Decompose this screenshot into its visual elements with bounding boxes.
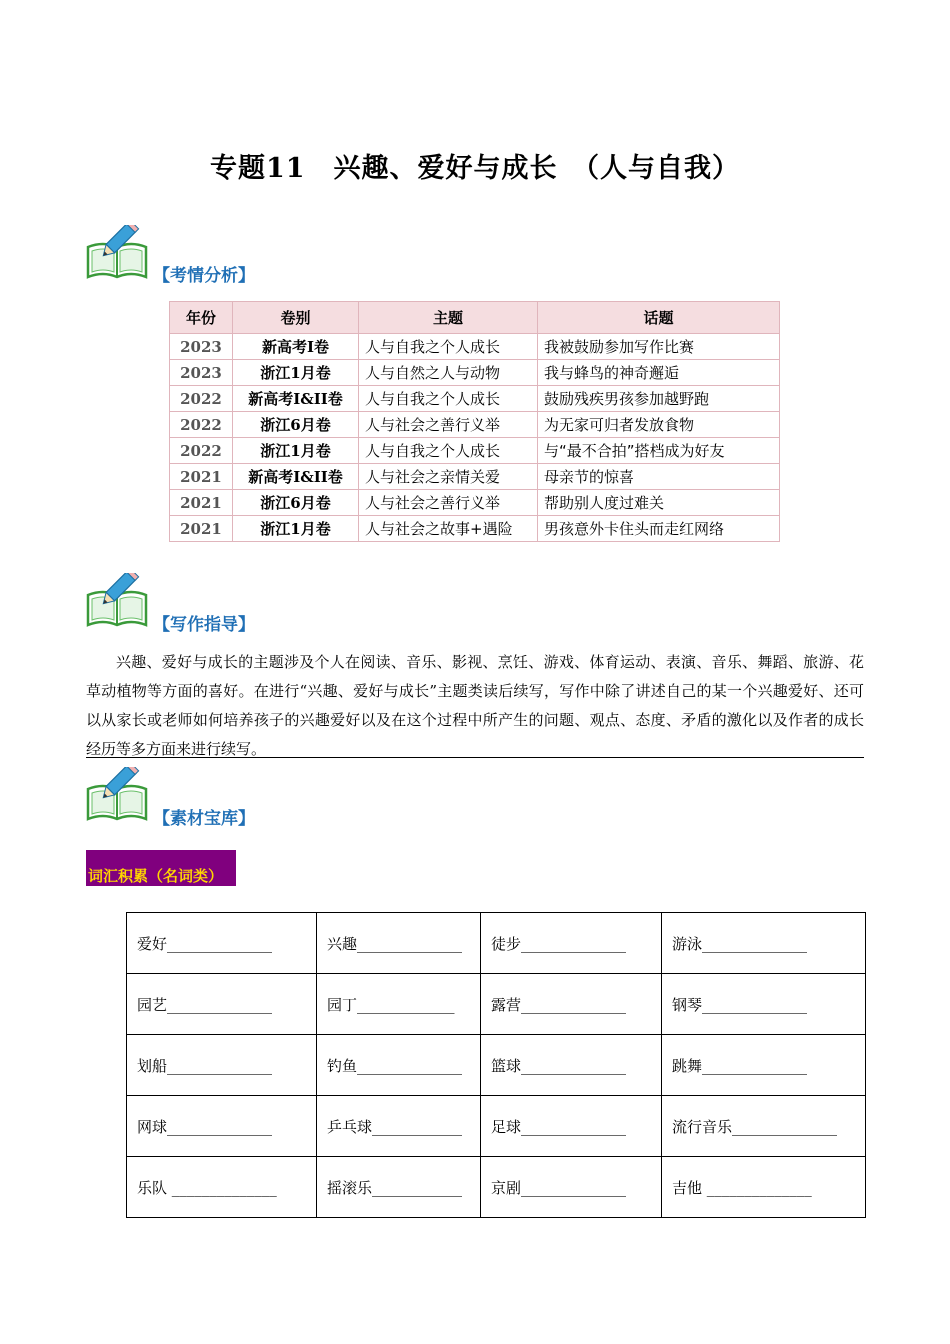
column-header-paper: 卷别: [233, 302, 359, 334]
cell-theme: 人与社会之亲情关爱: [359, 464, 538, 490]
table-row: [127, 1035, 866, 1096]
vocab-cell: 兴趣______________: [317, 913, 481, 974]
cell-year: 2023: [170, 360, 233, 386]
vocab-table: [126, 912, 866, 1218]
cell-paper: 浙江6月卷: [233, 412, 359, 438]
table-row: [127, 1157, 866, 1218]
table-row: [170, 464, 780, 490]
vocab-cell: 划船______________: [127, 1035, 317, 1096]
cell-topic: 鼓励残疾男孩参加越野跑: [538, 386, 780, 412]
cell-paper: 新高考I卷: [233, 334, 359, 360]
vocab-cell: 跳舞______________: [662, 1035, 866, 1096]
vocab-cell: 露营______________: [481, 974, 662, 1035]
cell-theme: 人与自我之个人成长: [359, 438, 538, 464]
cell-paper: 浙江1月卷: [233, 516, 359, 542]
cell-year: 2022: [170, 412, 233, 438]
cell-topic: 我被鼓励参加写作比赛: [538, 334, 780, 360]
cell-paper: 新高考I&II卷: [233, 464, 359, 490]
cell-theme: 人与自我之个人成长: [359, 386, 538, 412]
vocab-cell: 乐队 ______________: [127, 1157, 317, 1218]
cell-theme: 人与自我之个人成长: [359, 334, 538, 360]
vocab-cell: 足球______________: [481, 1096, 662, 1157]
section-heading-guide: 【写作指导】: [153, 615, 255, 635]
column-header-theme: 主题: [359, 302, 538, 334]
cell-paper: 浙江1月卷: [233, 360, 359, 386]
vocab-cell: 流行音乐______________: [662, 1096, 866, 1157]
table-row: [127, 913, 866, 974]
cell-theme: 人与社会之故事+遇险: [359, 516, 538, 542]
cell-topic: 与“最不合拍”搭档成为好友: [538, 438, 780, 464]
table-header-row: [170, 302, 780, 334]
divider: [86, 757, 864, 758]
vocab-cell: 钓鱼______________: [317, 1035, 481, 1096]
vocab-cell: 园丁_____________: [317, 974, 481, 1035]
vocab-cell: 篮球______________: [481, 1035, 662, 1096]
writing-guide-paragraph: 兴趣、爱好与成长的主题涉及个人在阅读、音乐、影视、烹饪、游戏、体育运动、表演、音乐、舞蹈、旅游、花草动植物等方面的喜好。在进行“兴趣、爱好与成长”主题类读后续写，写作中除了讲述自己的某一个兴趣爱好、还可以从家长或老师如何培养孩子的兴趣爱好以及在这个过程中所产生的问题、观点、态度、矛盾的激化以及作者的成长经历等多方面来进行续写。: [86, 653, 864, 758]
vocab-cell: 吉他 ______________: [662, 1157, 866, 1218]
vocab-cell: 京剧______________: [481, 1157, 662, 1218]
column-header-topic: 话题: [538, 302, 780, 334]
table-row: [127, 974, 866, 1035]
book-pencil-icon: [86, 225, 150, 283]
section-heading-analysis: 【考情分析】: [153, 266, 255, 286]
cell-year: 2023: [170, 334, 233, 360]
table-row: [170, 412, 780, 438]
table-row: [170, 490, 780, 516]
book-pencil-icon: [86, 573, 150, 631]
vocab-cell: 园艺______________: [127, 974, 317, 1035]
cell-theme: 人与社会之善行义举: [359, 412, 538, 438]
vocab-category-label: 词汇积累（名词类）: [86, 850, 236, 886]
cell-year: 2021: [170, 516, 233, 542]
cell-paper: 浙江6月卷: [233, 490, 359, 516]
cell-topic: 我与蜂鸟的神奇邂逅: [538, 360, 780, 386]
table-row: [170, 334, 780, 360]
cell-topic: 帮助别人度过难关: [538, 490, 780, 516]
cell-theme: 人与自然之人与动物: [359, 360, 538, 386]
cell-year: 2021: [170, 464, 233, 490]
cell-topic: 母亲节的惊喜: [538, 464, 780, 490]
table-row: [170, 438, 780, 464]
cell-year: 2022: [170, 438, 233, 464]
vocab-cell: 摇滚乐____________: [317, 1157, 481, 1218]
vocab-cell: 爱好______________: [127, 913, 317, 974]
section-heading-materials: 【素材宝库】: [153, 809, 255, 829]
cell-topic: 男孩意外卡住头而走红网络: [538, 516, 780, 542]
page-title: 专题11 兴趣、爱好与成长 （人与自我）: [209, 153, 741, 184]
cell-paper: 新高考I&II卷: [233, 386, 359, 412]
vocab-cell: 钢琴______________: [662, 974, 866, 1035]
vocab-cell: 乒乓球____________: [317, 1096, 481, 1157]
table-row: [170, 360, 780, 386]
cell-topic: 为无家可归者发放食物: [538, 412, 780, 438]
vocab-cell: 游泳______________: [662, 913, 866, 974]
exam-analysis-table: [169, 301, 780, 542]
table-row: [170, 516, 780, 542]
cell-paper: 浙江1月卷: [233, 438, 359, 464]
table-row: [170, 386, 780, 412]
cell-theme: 人与社会之善行义举: [359, 490, 538, 516]
cell-year: 2022: [170, 386, 233, 412]
column-header-year: 年份: [170, 302, 233, 334]
book-pencil-icon: [86, 767, 150, 825]
table-row: [127, 1096, 866, 1157]
cell-year: 2021: [170, 490, 233, 516]
vocab-cell: 网球______________: [127, 1096, 317, 1157]
vocab-cell: 徒步______________: [481, 913, 662, 974]
